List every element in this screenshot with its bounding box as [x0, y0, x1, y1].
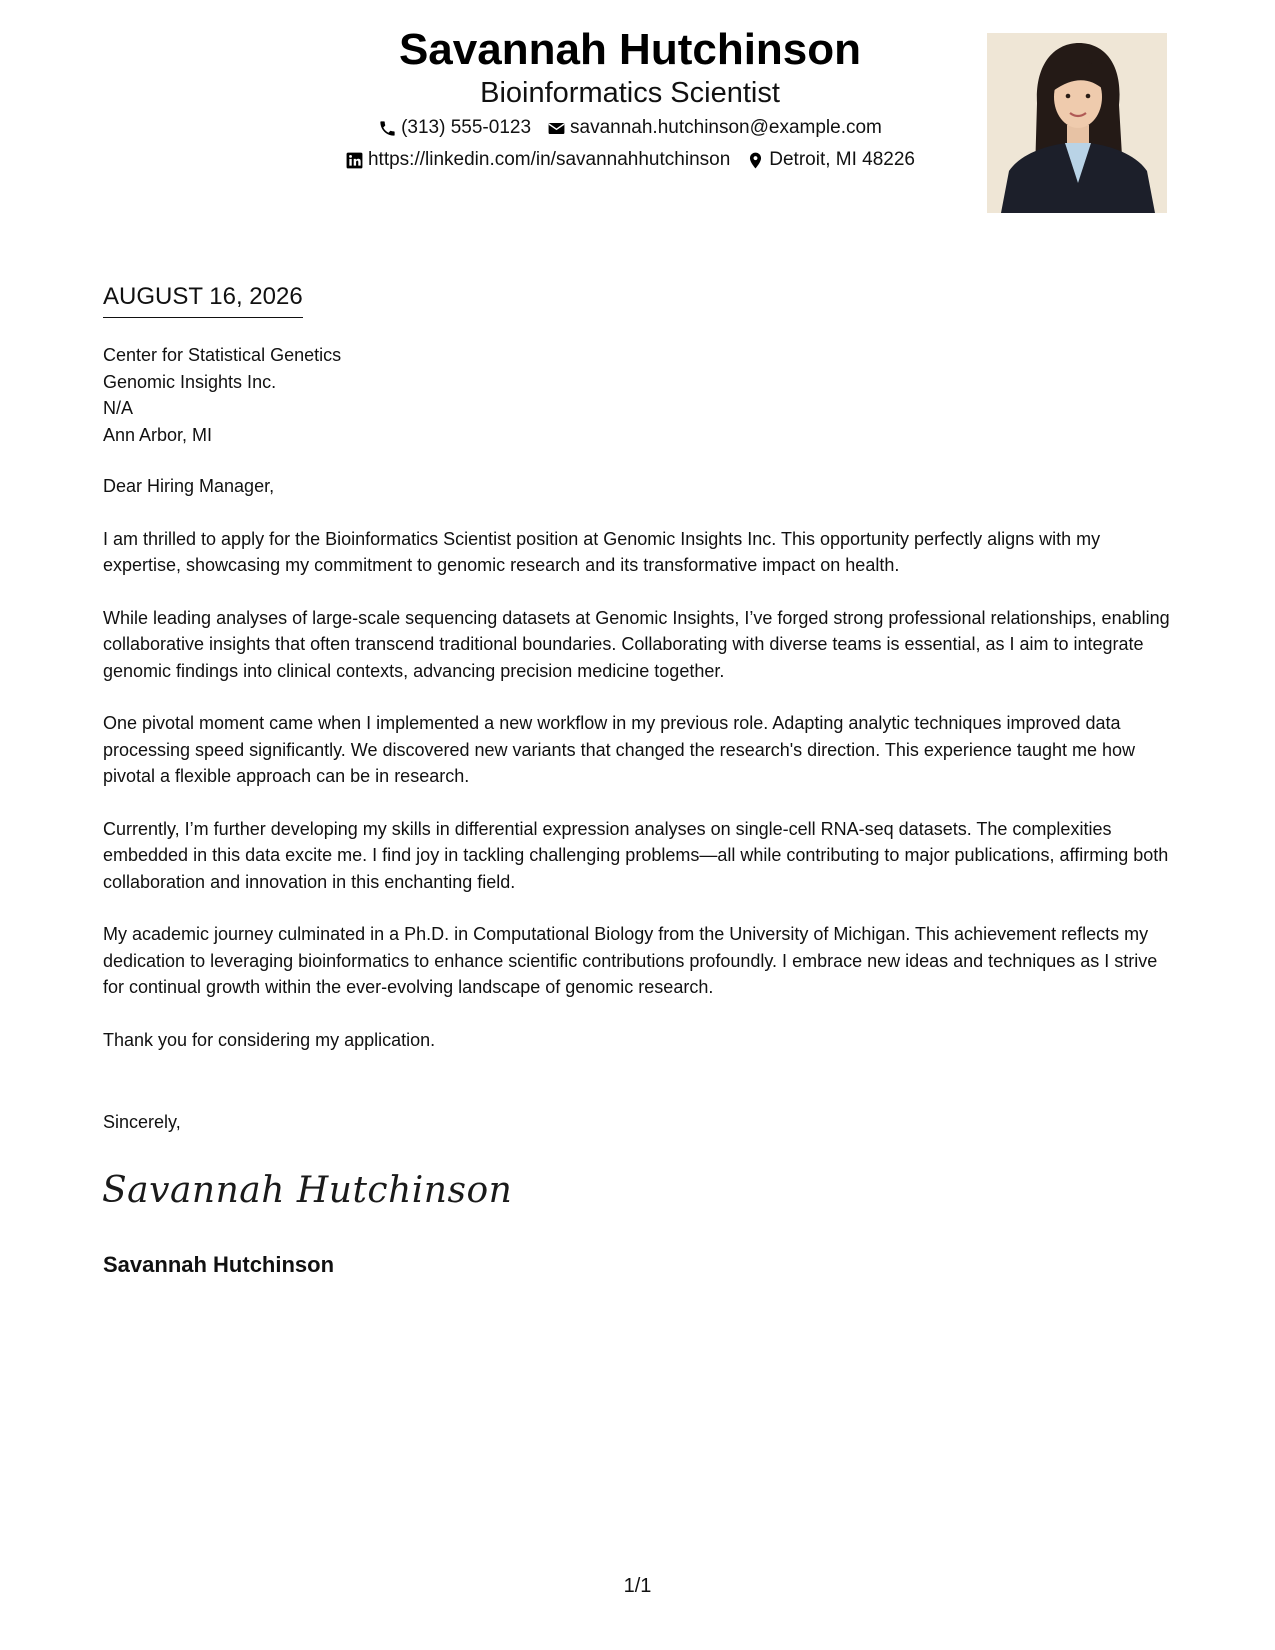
recipient-company: Genomic Insights Inc.: [103, 371, 277, 392]
envelope-icon: [547, 119, 566, 138]
body-paragraph: I am thrilled to apply for the Bioinformatics Scientist position at Genomic Insights Inc. This opportunity perfectly aligns with my expertise, showcasing my commitment to genomic research and its transformative impact on health.: [103, 528, 1101, 575]
signer-name: Savannah Hutchinson: [103, 1252, 335, 1277]
location-text: Detroit, MI 48226: [769, 149, 916, 170]
location-contact: [746, 148, 915, 172]
job-title: Bioinformatics Scientist: [480, 77, 780, 109]
body-paragraph: Currently, I’m further developing my skills in differential expression analyses on single-cell RNA-seq datasets. The complexities embedded in this data excite me. I find joy in tackling challenging problems—all while contributing to major publications, affirming both collaboration and innovation in this enchanting field.: [103, 818, 1169, 892]
letter-date: AUGUST 16, 2026: [103, 282, 303, 318]
page-number: 1/1: [623, 1575, 652, 1597]
applicant-name: Savannah Hutchinson: [398, 25, 862, 74]
linkedin-icon: [345, 151, 364, 170]
closing-salutation: Sincerely,: [103, 1112, 181, 1132]
phone-text: (313) 555-0123: [401, 117, 532, 138]
body-paragraph: While leading analyses of large-scale sequencing datasets at Genomic Insights, I’ve forged strong professional relationships, enabling collaborative insights that often transcend traditional boundaries. Collaborating with diverse teams is essential, as I aim to integrate genomic findings into clinical contexts, advancing precision medicine together.: [103, 607, 1170, 681]
recipient-department: Center for Statistical Genetics: [103, 345, 342, 365]
linkedin-contact[interactable]: [345, 148, 730, 172]
body-paragraph: One pivotal moment came when I implemented a new workflow in my previous role. Adapting analytic techniques improved data processing speed significantly. We discovered new variants that changed the research's direction. This experience taught me how pivotal a flexible approach can be in research.: [103, 713, 1136, 786]
recipient-address: [103, 342, 341, 448]
email-contact[interactable]: [547, 116, 882, 140]
map-pin-icon: [746, 151, 765, 170]
thank-you-line: Thank you for considering my application.: [103, 1029, 436, 1050]
linkedin-url: https://linkedin.com/in/savannahhutchinson: [367, 149, 731, 170]
phone-contact[interactable]: [378, 116, 531, 140]
phone-icon: [378, 119, 397, 138]
profile-photo: [987, 33, 1167, 213]
recipient-city: Ann Arbor, MI: [103, 424, 213, 445]
handwritten-signature: [100, 1160, 513, 1220]
recipient-street: N/A: [103, 398, 134, 418]
email-text: savannah.hutchinson@example.com: [570, 117, 882, 138]
signature-text: Savannah Hutchinson: [102, 1170, 513, 1211]
greeting: Dear Hiring Manager,: [103, 476, 275, 496]
letter-body: [103, 473, 1178, 1079]
body-paragraph: My academic journey culminated in a Ph.D. in Computational Biology from the University of Michigan. This achievement reflects my dedication to leveraging bioinformatics to enhance scientific contributions profoundly. I embrace new ideas and techniques as I strive for continual growth within the ever-evolving landscape of genomic research.: [103, 924, 1158, 997]
